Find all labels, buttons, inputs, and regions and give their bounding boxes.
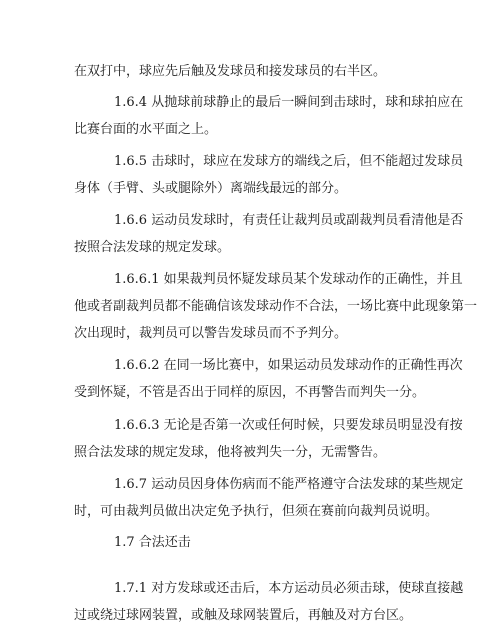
text-line: 时，可由裁判员做出决定免予执行，但须在赛前向裁判员说明。 — [74, 504, 439, 519]
text-line: 1.6.6.1 如果裁判员怀疑发球员某个发球动作的正确性，并且 — [114, 272, 463, 287]
text-line: 1.7 合法还击 — [114, 535, 191, 550]
text-line: 在双打中，球应先后触及发球员和接发球员的右半区。 — [74, 64, 387, 79]
text-line: 1.6.6 运动员发球时，有责任让裁判员或副裁判员看清他是否 — [114, 213, 464, 228]
text-line: 1.6.4 从抛球前球静止的最后一瞬间到击球时，球和球拍应在 — [114, 95, 464, 110]
paragraph-rule-1-6-7 — [74, 471, 464, 525]
text-line: 1.6.7 运动员因身体伤病而不能严格遵守合法发球的某些规定 — [114, 477, 464, 492]
text-line: 1.7.1 对方发球或还击后，本方运动员必须击球，使球直接越 — [114, 581, 464, 596]
text-line: 1.6.6.3 无论是否第一次或任何时候，只要发球员明显没有按 — [114, 418, 463, 433]
text-line: 按照合法发球的规定发球。 — [74, 240, 231, 255]
text-line: 身体（手臂、头或腿除外）离端线最远的部分。 — [74, 181, 348, 196]
paragraph-rule-1-6-6-1 — [74, 266, 478, 347]
text-line: 受到怀疑，不管是否出于同样的原因，不再警告而判失一分。 — [74, 385, 426, 400]
text-line: 1.6.6.2 在同一场比赛中，如果运动员发球动作的正确性再次 — [114, 358, 463, 373]
text-line: 次出现时，裁判员可以警告发球员而不予判分。 — [74, 326, 348, 341]
text-line: 比赛台面的水平面之上。 — [74, 122, 218, 137]
paragraph-doubles-service — [74, 58, 430, 85]
text-line: 1.6.5 击球时，球应在发球方的端线之后，但不能超过发球员 — [114, 154, 464, 169]
paragraph-rule-1-6-6 — [74, 207, 464, 261]
paragraph-rule-1-6-5 — [74, 148, 464, 202]
paragraph-rule-1-6-4 — [74, 89, 464, 143]
text-line: 他或者副裁判员都不能确信该发球动作不合法，一场比赛中此现象第一 — [74, 299, 478, 314]
paragraph-rule-1-6-6-3 — [74, 412, 463, 466]
text-line: 过或绕过球网装置，或触及球网装置后，再触及对方台区。 — [74, 608, 413, 623]
paragraph-rule-1-7-1 — [74, 575, 464, 629]
paragraph-rule-1-6-6-2 — [74, 352, 463, 406]
section-heading-1-7 — [74, 529, 430, 556]
text-line: 照合法发球的规定发球，他将被判失一分，无需警告。 — [74, 445, 387, 460]
